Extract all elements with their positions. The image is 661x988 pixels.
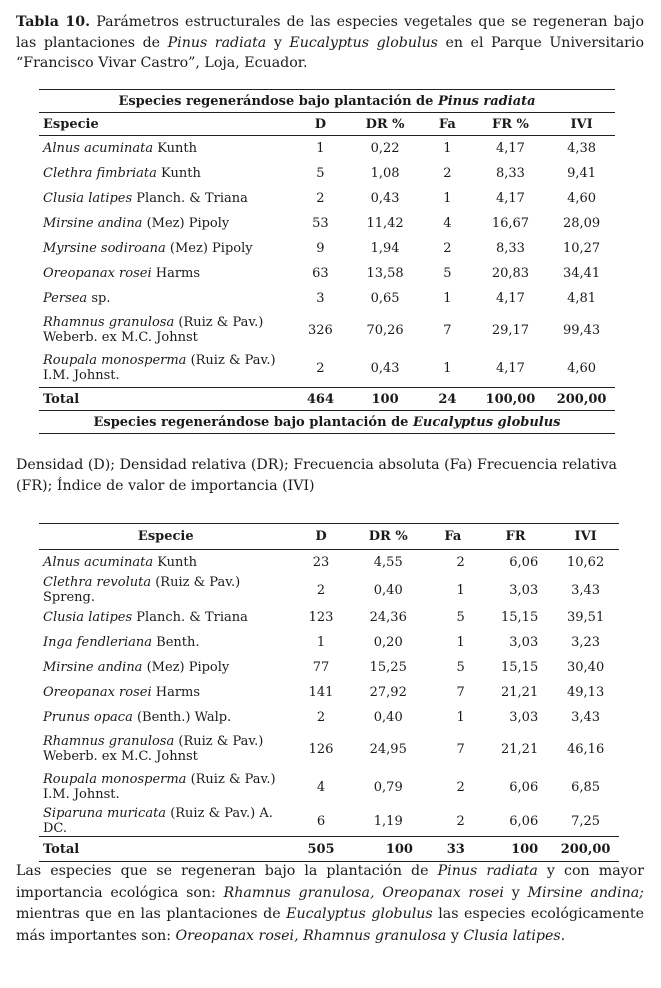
column-header: D (293, 113, 348, 136)
column-header: Especie (39, 524, 293, 550)
caption-text: Parámetros estructurales de las especies vegetales que se regeneran bajo las plantaciones de (16, 14, 644, 51)
abbreviation-legend: Densidad (D); Densidad relativa (DR); Frecuencia absoluta (Fa) Frecuencia relativa (FR); Índice de valor de importancia (IVI) (16, 457, 617, 494)
table-row: Oreopanax rosei Harms 63 13,58 5 20,83 34,41 (43, 266, 601, 281)
table-row: Clethra revoluta (Ruiz & Pav.) Spreng. 2 0,40 1 3,03 3,43 (43, 575, 601, 605)
table-row: Roupala monosperma (Ruiz & Pav.) I.M. Johnst. 4 0,79 2 6,06 6,85 (43, 772, 601, 802)
table-row: Inga fendleriana Benth. 1 0,20 1 3,03 3,23 (43, 635, 601, 650)
summary-paragraph: Las especies que se regeneran bajo la plantación de Pinus radiata y con mayor importancia ecológica son: Rhamnus granulosa, Oreopanax rosei y Mirsine andina; mientras que en las plantaciones de Eucalyptus globulus las especies ecológicamente más importantes son: Oreopanax rosei, Rhamnus granulosa y Clusia latipes. (16, 863, 644, 944)
table-row: Roupala monosperma (Ruiz & Pav.) I.M. Johnst. 2 0,43 1 4,17 4,60 (43, 353, 597, 383)
table-row: Prunus opaca (Benth.) Walp. 2 0,40 1 3,03 3,43 (43, 710, 601, 725)
table-caption (16, 12, 644, 74)
table-row: Siparuna muricata (Ruiz & Pav.) A. DC. 6 1,19 2 6,06 7,25 (43, 806, 601, 836)
column-header: DR % (348, 113, 422, 136)
column-header: IVI (552, 524, 619, 550)
caption-text: en el Parque Universitario “Francisco Vivar Castro”, Loja, Ecuador. (16, 34, 645, 71)
table-row: Alnus acuminata Kunth 1 0,22 1 4,17 4,38 (43, 141, 597, 156)
pinus-table (39, 89, 615, 434)
column-header: IVI (548, 113, 615, 136)
column-header: Fa (422, 113, 473, 136)
table-row: Rhamnus granulosa (Ruiz & Pav.) Weberb. ex M.C. Johnst 326 70,26 7 29,17 99,43 (43, 315, 601, 345)
column-header: FR % (473, 113, 549, 136)
column-header: Especie (39, 113, 293, 136)
table-row: Mirsine andina (Mez) Pipoly 77 15,25 5 15,15 30,40 (43, 660, 605, 675)
column-header: DR % (350, 524, 427, 550)
eucalyptus-table (39, 523, 619, 862)
table-row: Mirsine andina (Mez) Pipoly 53 11,42 4 16,67 28,09 (43, 216, 601, 231)
table-row: Alnus acuminata Kunth 23 4,55 2 6,06 10,62 (43, 555, 605, 570)
table-row: Rhamnus granulosa (Ruiz & Pav.) Weberb. ex M.C. Johnst 126 24,95 7 21,21 46,16 (43, 734, 605, 764)
caption-species: Pinus radiata (167, 34, 267, 51)
total-row: Total 464 100 24 100,00 200,00 (39, 388, 615, 411)
table-row: Oreopanax rosei Harms 141 27,92 7 21,21 49,13 (43, 685, 605, 700)
caption-species: Eucalyptus globulus (289, 34, 438, 51)
section-title-pinus: Especies regenerándose bajo plantación de Pinus radiata (39, 90, 615, 113)
table-row: Clethra fimbriata Kunth 5 1,08 2 8,33 9,41 (43, 166, 597, 181)
table-row: Myrsine sodiroana (Mez) Pipoly 9 1,94 2 8,33 10,27 (43, 241, 601, 256)
total-row: Total 505 100 33 100 200,00 (39, 837, 619, 862)
section-title-eucalyptus: Especies regenerándose bajo plantación de Eucalyptus globulus (39, 411, 615, 434)
table-row: Clusia latipes Planch. & Triana 123 24,36 5 15,15 39,51 (43, 610, 605, 625)
column-header: D (293, 524, 350, 550)
column-header: Fa (427, 524, 479, 550)
column-header: FR (479, 524, 552, 550)
table-row: Persea sp. 3 0,65 1 4,17 4,81 (43, 291, 597, 306)
table-row: Clusia latipes Planch. & Triana 2 0,43 1 4,17 4,60 (43, 191, 597, 206)
caption-text: y (266, 34, 290, 51)
caption-label: Tabla 10. (16, 14, 91, 30)
